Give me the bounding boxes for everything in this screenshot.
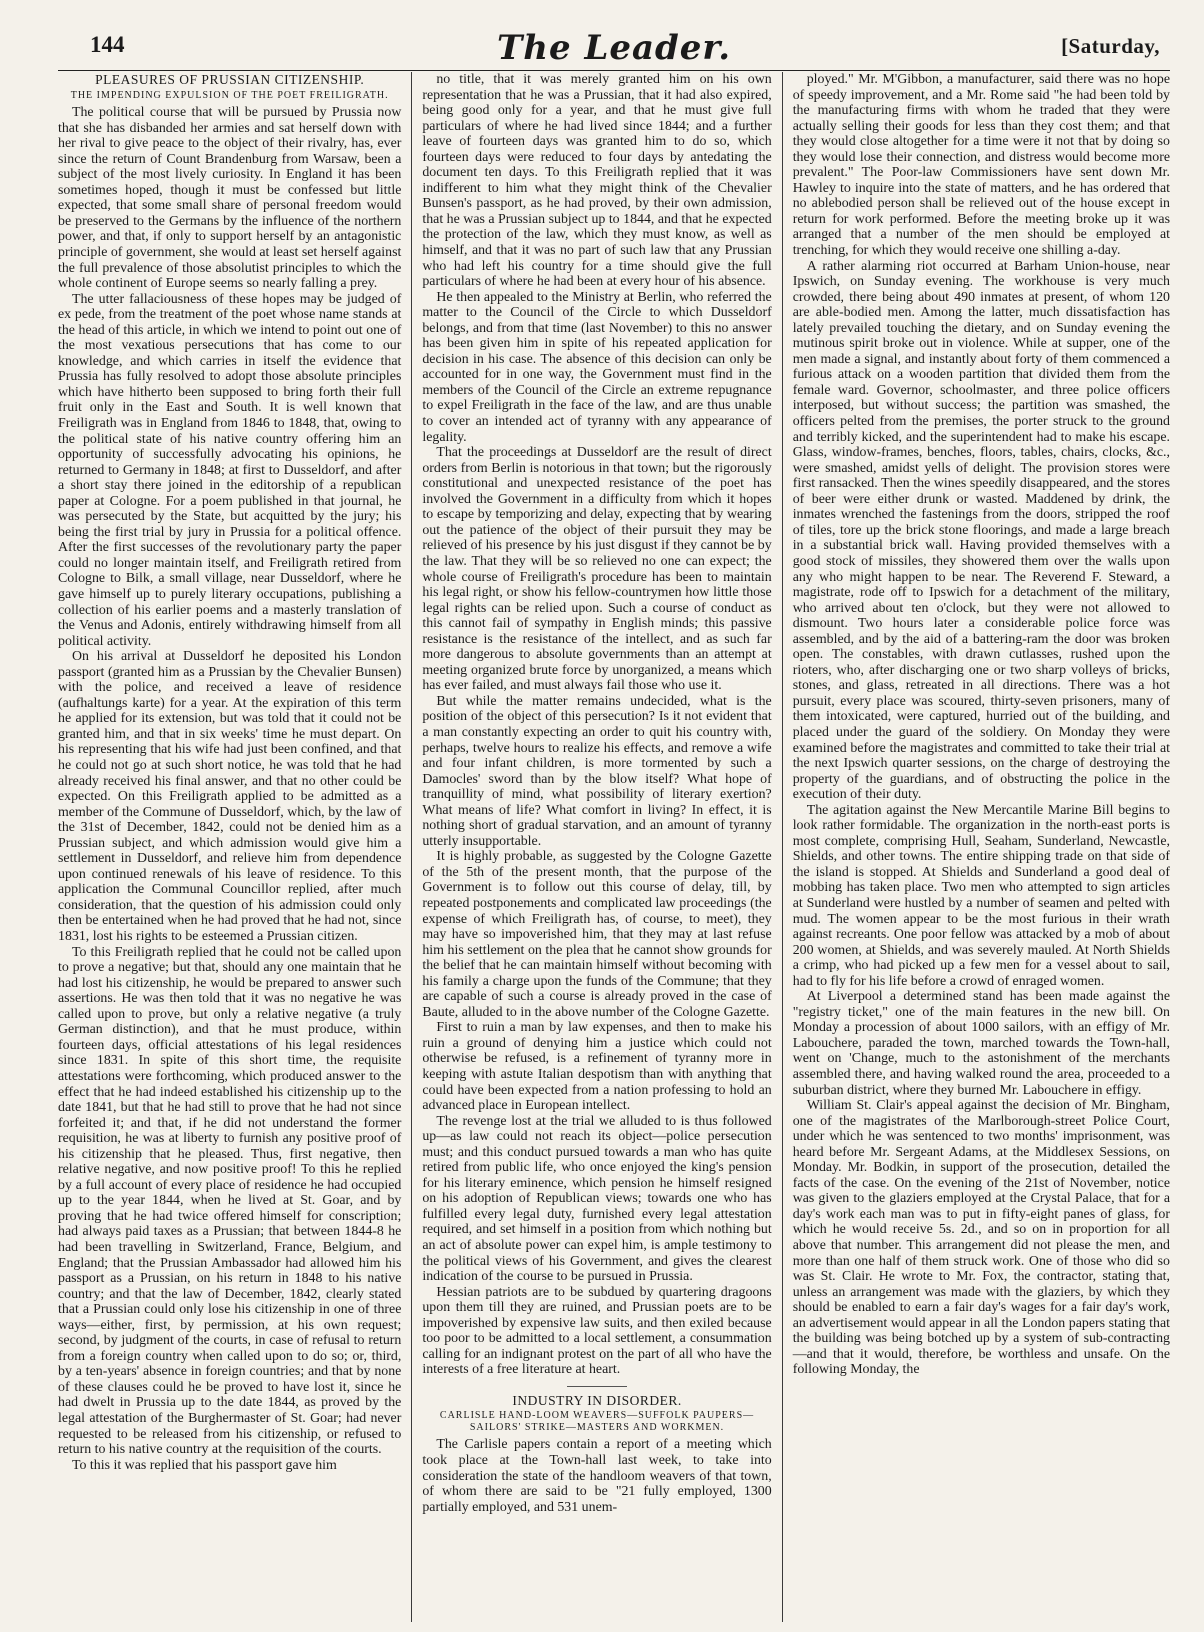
paragraph: At Liverpool a determined stand has been made against the "registry ticket," one of the main features in the new bill. On Monday a procession of about 1000 sailors, with an effigy of Mr. Labouchere, paraded the town, marched towards the Town-hall, went on 'Change, much to the astonishment of the merchants assembled there, and having walked round the area, proceeded to a suburban district, where they burned Mr. Labouchere in effigy. <box>792 989 1170 1098</box>
issue-day: [Saturday, <box>1061 34 1160 58</box>
masthead <box>58 26 1170 71</box>
article-body <box>422 72 771 1378</box>
paragraph: Hessian patriots are to be subdued by quartering dragoons upon them till they are ruined, and Prussian poets are to be impoverished by expensive law suits, and then exiled because too poor to be admitted to a local settlement, a consummation calling for an indignant protest on the part of all who have the interests of a free literature at heart. <box>422 1284 772 1378</box>
paragraph: A rather alarming riot occurred at Barham Union-house, near Ipswich, on Sunday evening. The workhouse is very much crowded, there being about 490 inmates at present, of whom 120 are able-bodied men. Among the latter, much dissatisfaction has lately prevailed touching the dietary, and on Sunday evening the mutinous spirit broke out in violence. While at supper, one of the men made a signal, and instantly about forty of them commenced a furious attack on a wooden partition that divided them from the female ward. Governor, schoolmaster, and three police officers interposed, but without success; the partition was smashed, the officers pelted from the premises, the porter struck to the ground and terribly kicked, and the superintendent had to make his escape. Glass, window-frames, benches, floors, tables, chairs, clocks, &c., were smashed, amidst yells of delight. The provision stores were first ransacked. Then the wines speedily disappeared, and the stores of beer were either drunk or wasted. Maddened by drink, the inmates wrenched the fastenings from the doors, stripped the roof of tiles, tore up the brick stone floorings, and made a large breach in a substantial brick wall. Having provided themselves with a good stock of missiles, they showered them over the walls upon any who might happen to be near. The Reverend F. Steward, a magistrate, rode off to Ipswich for a detachment of the military, who arrived about ten o'clock, but they were not allowed to dismount. Two hours later a considerable police force was assembled, and by the aid of a battering-ram the door was broken open. The constables, with drawn cutlasses, rushed upon the rioters, who, after discharging one or two sharp volleys of bricks, stones, and glass, retreated in all directions. There was a hot pursuit, every place was scoured, thirty-seven prisoners, many of them intoxicated, were captured, hurried out of the building, and placed under the guard of the soldiery. On Monday they were examined before the magistrates and committed to take their trial at the next Ipswich quarter sessions, on the charge of destroying the property of the guardians, and of obstructing the police in the execution of their duty. <box>792 258 1170 803</box>
paragraph: To this it was replied that his passport gave him <box>72 1457 337 1473</box>
column-3 <box>783 72 1170 1622</box>
column-2 <box>412 72 781 1622</box>
article-headline: INDUSTRY IN DISORDER. <box>512 1392 682 1408</box>
article-body <box>422 1437 771 1515</box>
column-1 <box>58 72 411 1622</box>
paragraph: William St. Clair's appeal against the decision of Mr. Bingham, one of the magistrates of the Marlborough-street Police Court, under which he was sentenced to two months' imprisonment, was heard before Mr. Sergeant Adams, at the Middlesex Sessions, on Monday. Mr. Bodkin, in support of the prosecution, detailed the facts of the case. On the evening of the 21st of November, notice was given to the glaziers employed at the Crystal Palace, that for a day's work each man was to put in fifty-eight panes of glass, for which he would receive 5s. 2d., and so on in proportion for all above that number. This arrangement did not please the men, and more than one half of them struck work. One of those who did so was St. Clair. He wrote to Mr. Fox, the contractor, stating that, unless an arrangement was made with the glaziers, by which they should be enabled to earn a fair day's wages for a fair day's work, an advertisement would appear in all the London papers stating that the building was being botched up by a system of sub-contracting—and that it would, therefore, be worthless and unsafe. On the following Monday, the <box>792 1098 1170 1378</box>
paragraph: The agitation against the New Mercantile Marine Bill begins to look rather formidable. The organization in the north-east ports is most complete, comprising Hull, Seaham, Sunderland, Newcastle, Shields, and other towns. The entire shipping trade on that side of the island is stopped. At Shields and Sunderland a good deal of mobbing has taken place. Two men who attempted to sign articles at Sunderland were hustled by a number of seamen and pelted with mud. The women appear to be the most furious in their wrath against recreants. One poor fellow was attacked by a mob of about 200 women, at Shields, and was severely mauled. At North Shields a crimp, who had picked up a few men for a vessel about to sail, had to fly for his life before a crowd of enraged women. <box>792 802 1170 989</box>
paragraph: The political course that will be pursued by Prussia now that she has disbanded her armies and sat herself down with her rival to give peace to the object of their rivalry, has, ever since the return of Count Brandenburg from Warsaw, been a subject of the most lively curiosity. In England it has been sometimes hoped, though it must be confessed but little expected, that some small share of personal freedom would be preserved to the Germans by the influence of the northern power, and that, if only to support herself by an antagonistic principle of government, she would at least set herself against the full prevalence of those absolutist principles to which the whole continent of Europe seems so nearly falling a prey. <box>58 105 402 292</box>
article-headline: PLEASURES OF PRUSSIAN CITIZENSHIP. <box>95 72 365 87</box>
page-number: 144 <box>90 32 125 57</box>
paragraph: ployed." Mr. M'Gibbon, a manufacturer, said there was no hope of speedy improvement, and a Mr. Rome said "he had been told by the manufacturing firms with whom he traded that they were actually selling their goods for less than they cost them; and that they would close altogether for a time were it not that by doing so they would lose their connection, and distress would become more prevalent." The Poor-law Commissioners have sent down Mr. Hawley to inquire into the state of matters, and he has ordered that no ablebodied person shall be relieved out of the house except in return for work performed. Before the meeting broke up it was arranged that a number of the men should be employed at trenching, for which they would receive one shilling a-day. <box>792 72 1170 259</box>
paragraph: It is highly probable, as suggested by the Cologne Gazette of the 5th of the present month, that the purpose of the Government is to follow out this course of delay, till, by repeated postponements and complicated law proceedings (the expense of which Freiligrath has, of course, to meet), they may have so impoverished him, that they may at last refuse him his settlement on the plea that he cannot show grounds for the belief that he can maintain himself without becoming with his family a charge upon the funds of the Commune; that they are capable of such a course is already proved in the case of Baute, alluded to in the above number of the Cologne Gazette. <box>422 849 772 1020</box>
article-columns <box>58 72 1170 1622</box>
article-body <box>793 72 1170 1378</box>
article-body <box>58 105 401 1473</box>
article-subhead: THE IMPENDING EXPULSION OF THE POET FREILIGRATH. <box>70 89 389 101</box>
paragraph: To this Freiligrath replied that he could not be called upon to prove a negative; but that, should any one maintain that he had lost his citizenship, he would be prepared to answer such assertions. He was then told that it was no negative he was called upon to prove, but only a relative negative (a truly German distinction), and that he must produce, within fourteen days, official attestations of his legal residences since 1831. In spite of this short time, the requisite attestations were forthcoming, which produced answer to the effect that he had indeed established his citizenship up to the date 1841, but that he had still to prove that he had not since forfeited it; and that, if he did not understand the former requisition, he was at liberty to furnish any positive proof of his citizenship that he pleased. Thus, first negative, then relative negative, and now positive proof! To this he replied by a full account of every place of residence he had occupied up to the year 1844, when he lived at St. Goar, and by proving that he had twice offered himself for conscription; had always paid taxes as a Prussian; that between 1844-8 he had been travelling in Switzerland, France, Belgium, and England; that the Prussian Ambassador had allowed him his passport as a Prussian, on his return in 1848 to his native country; and that the law of December, 1842, clearly stated that a Prussian could only lose his citizenship in one of three ways—either, first, by permission, at his own request; second, by judgment of the courts, in case of refusal to return from a foreign country when called upon to do so; or, third, by a ten-years' absence in foreign countries; and that by none of these clauses could he be proved to have lost it, since he had dwelt in Prussia up to the date 1844, as proved by the legal attestation of the Burghermaster of St. Goar; had never requested to be released from his citizenship, or refused to return to his native country at the requisition of the courts. <box>58 944 402 1458</box>
paragraph: First to ruin a man by law expenses, and then to make his ruin a ground of denying him a justice which could not otherwise be refused, is a refinement of tyranny more in keeping with astute Italian despotism than with anything that could have been expected from a nation professing to hold an advanced place in European intellect. <box>422 1020 772 1114</box>
paper-title: The Leader. <box>496 28 732 68</box>
paragraph: On his arrival at Dusseldorf he deposited his London passport (granted him as a Prussian by the Chevalier Bunsen) with the police, and received a leave of residence (aufhaltungs karte) for a year. At the expiration of this term he applied for its extension, but was told that it could not be granted him, and that in six weeks' time he must depart. On his representing that his wife had just been confined, and that he could not go at such short notice, he was told that he had already received his final answer, and that no other could be expected. On this Freiligrath applied to be admitted as a member of the Commune of Dusseldorf, which, by the law of the 31st of December, 1842, could not be denied him as a Prussian subject, and which admission would give him a settlement in Dusseldorf, and relieve him from dependence upon continued renewals of his leave of residence. To this application the Communal Councillor replied, after much consideration, that the question of his admission could only then be entertained when he had proved that he had not, since 1831, lost his rights to be esteemed a Prussian citizen. <box>58 649 402 945</box>
paragraph: That the proceedings at Dusseldorf are the result of direct orders from Berlin is notorious in that town; but the rigorously constitutional and unexpected resistance of the poet has involved the Government in a difficulty from which it hopes to escape by temporizing and delay, expecting that by wearing out the patience of the object of their pursuit they may be relieved of his presence by his just disgust if they cannot be by the law. That they will be so relieved no one can expect; the whole course of Freiligrath's procedure has been to maintain his legal right, or show his fellow-countrymen how little those legal rights can be relied upon. Such a course of conduct as this cannot fail of sympathy in English minds; this passive resistance is the resistance of the intellect, and as such far more dangerous to absolute governments than an attempt at meeting organized brute force by unorganized, a means which has ever failed, and must always fail those who use it. <box>422 445 772 694</box>
paragraph: He then appealed to the Ministry at Berlin, who referred the matter to the Council of the Circle to which Dusseldorf belongs, and from that time (last November) to this no answer has been given him in spite of his repeated application for decision in his case. The absence of this decision can only be accounted for in one way, the Government must find in the members of the Council of the Circle an extreme repugnance to expel Freiligrath in the face of the law, and are thus unable to cover an intended act of tyranny with any appearance of legality. <box>422 289 772 445</box>
article-subhead: CARLISLE HAND-LOOM WEAVERS—SUFFOLK PAUPERS—SAILORS' STRIKE—MASTERS AND WORKMEN. <box>439 1410 755 1433</box>
paragraph: The Carlisle papers contain a report of a meeting which took place at the Town-hall last week, to take into consideration the state of the handloom weavers of that town, of whom there are said to be "21 fully employed, 1300 partially employed, and 531 unem- <box>422 1437 772 1515</box>
paragraph: The revenge lost at the trial we alluded to is thus followed up—as law could not reach its object—police persecution must; and this conduct pursued towards a man who has quite retired from public life, who once enjoyed the king's pension for his literary eminence, which pension he himself resigned on his adoption of Republican views; towards one who has fulfilled every legal duty, furnished every legal attestation required, and set himself in a position from which nothing but an act of absolute power can expel him, is ample testimony to the political views of his Government, and gives the clearest indication of the course to be pursued in Prussia. <box>422 1113 772 1285</box>
section-divider <box>567 1386 627 1387</box>
paragraph: But while the matter remains undecided, what is the position of the object of this persecution? Is it not evident that a man constantly expecting an order to quit his country with, perhaps, twelve hours to realize his effects, and remove a wife and four infant children, is more tormented by such a Damocles' sword than by the blow itself? What hope of tranquillity of mind, what possibility of literary exertion? What means of life? What comfort in living? In effect, it is nothing short of gradual starvation, and an amount of tyranny utterly insupportable. <box>422 693 772 849</box>
paragraph: no title, that it was merely granted him on his own representation that he was a Prussian, that it had also expired, being good only for a year, and that he must give full particulars of where he had lived since 1844; and a further leave of fourteen days was granted him to do so, which fourteen days were reduced to four days by antedating the document ten days. To this Freiligrath replied that it was indifferent to him what they might think of the Chevalier Bunsen's passport, as he had proved, by their own admission, that he was a Prussian subject up to 1844, and that he expected the protection of the law, which they must know, as well as himself, and that it was no part of such law that any Prussian who had left his country for a time should give the full particulars of where he had been at every hour of his absence. <box>422 72 772 290</box>
paragraph: The utter fallaciousness of these hopes may be judged of ex pede, from the treatment of the poet whose name stands at the head of this article, in which we intend to point out one of the most vexatious persecutions that has come to our knowledge, and which carries in itself the evidence that Prussia has fully resolved to adopt those absolute principles which have hitherto been supposed to bring forth their full fruit only in the East and South. It is well known that Freiligrath was in England from 1846 to 1848, that, owing to the political state of his native country offering him an opportunity of successfully advocating his opinions, he returned to Germany in 1848; at first to Dusseldorf, and after a short stay there joined in the editorship of a republican paper at Cologne. For a poem published in that journal, he was persecuted by the State, but acquitted by the jury; his being the first trial by jury in Prussia for a political offence. After the first successes of the revolutionary party the paper could no longer maintain itself, and Freiligrath retired from Cologne to Bilk, a small village, near Dusseldorf, where he gave himself up to purely literary occupations, publishing a collection of his earlier poems and a masterly translation of the Venus and Adonis, entirely withdrawing himself from all political activity. <box>58 291 402 649</box>
